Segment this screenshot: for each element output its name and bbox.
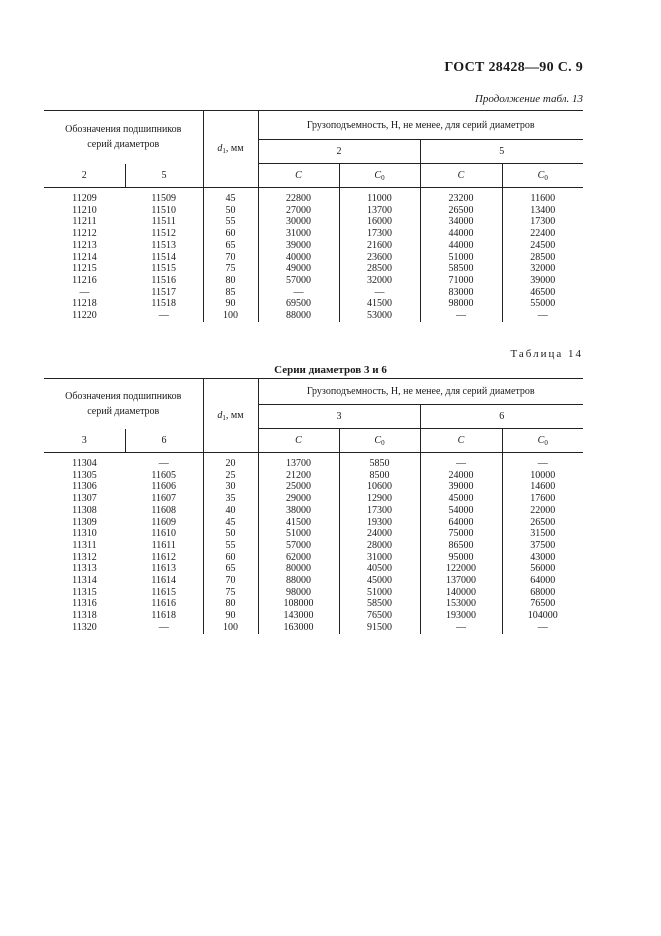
designation-a-cell: 11305 <box>72 469 97 481</box>
c0-b-cell: 39000 <box>502 275 583 287</box>
c-a-cell: 163000 <box>258 622 339 634</box>
d1-cell: 65 <box>203 240 258 252</box>
table-row <box>44 310 583 322</box>
c-b-cell: 51000 <box>420 252 502 264</box>
c-b-cell: 64000 <box>420 517 502 529</box>
d1-cell: 40 <box>203 505 258 517</box>
c0-a-cell: — <box>339 287 420 299</box>
d1-cell: 75 <box>203 587 258 599</box>
c-a-cell: 27000 <box>258 205 339 217</box>
c0-a-cell: 58500 <box>339 598 420 610</box>
c0-a-cell: 91500 <box>339 622 420 634</box>
c-a-cell: 57000 <box>258 540 339 552</box>
col-header-a: 2 <box>44 164 125 188</box>
c-a-cell: 51000 <box>258 528 339 540</box>
d1-cell: 35 <box>203 493 258 505</box>
c0-b-cell: 28500 <box>502 252 583 264</box>
d1-cell: 25 <box>203 470 258 482</box>
table-row <box>44 240 583 252</box>
c-a-cell: 88000 <box>258 575 339 587</box>
designation-b-cell: 11513 <box>151 239 177 251</box>
c-a-cell: 88000 <box>258 310 339 322</box>
c-a-cell: 108000 <box>258 598 339 610</box>
c0-b-cell: 13400 <box>502 205 583 217</box>
c0-a-cell: 13700 <box>339 205 420 217</box>
c-b-cell: — <box>420 622 502 634</box>
c-b-cell: 45000 <box>420 493 502 505</box>
c0-b-cell: 10000 <box>502 470 583 482</box>
c-b-cell: 137000 <box>420 575 502 587</box>
d1-cell: 55 <box>203 540 258 552</box>
c0-b-cell: 26500 <box>502 517 583 529</box>
d1-subscript: 1 <box>222 147 226 155</box>
d1-unit: , мм <box>225 409 244 421</box>
designation-a-cell: 11311 <box>72 539 97 551</box>
c0-a-cell: 5850 <box>339 453 420 470</box>
table-row <box>44 252 583 264</box>
c-a-cell: 49000 <box>258 263 339 275</box>
c-a-cell: 39000 <box>258 240 339 252</box>
c0-b-cell: 11600 <box>502 188 583 205</box>
table-row <box>44 505 583 517</box>
c0-label: C <box>374 434 382 446</box>
d1-cell: 60 <box>203 552 258 564</box>
c-a-cell: 69500 <box>258 298 339 310</box>
c0-a-cell: 17300 <box>339 505 420 517</box>
table-row <box>44 540 583 552</box>
designation-b-cell: 11613 <box>151 563 177 575</box>
c0-b-cell: 68000 <box>502 587 583 599</box>
page-header: ГОСТ 28428—90 С. 9 <box>444 60 583 75</box>
table-row <box>44 275 583 287</box>
d1-cell: 30 <box>203 481 258 493</box>
table-row <box>44 563 583 575</box>
c0-b-cell: — <box>502 453 583 470</box>
designation-b-cell: — <box>158 621 169 633</box>
designation-b-cell: 11510 <box>151 204 177 216</box>
designation-a-cell: 11318 <box>72 610 97 622</box>
designation-a-cell: 11210 <box>72 204 97 216</box>
designation-b-cell: 11612 <box>151 551 177 563</box>
c-a-cell: 80000 <box>258 563 339 575</box>
designation-a-cell: 11310 <box>72 528 97 540</box>
d1-cell: 70 <box>203 252 258 264</box>
c0-a-cell: 24000 <box>339 528 420 540</box>
designation-a-cell: 11306 <box>72 481 97 493</box>
col-header-b: 5 <box>125 164 203 188</box>
c0-a-cell: 19300 <box>339 517 420 529</box>
table-14-title: Серии диаметров 3 и 6 <box>274 364 387 376</box>
c-b-cell: 83000 <box>420 287 502 299</box>
designation-b-cell: 11511 <box>151 216 176 228</box>
c-label: C <box>457 170 465 181</box>
designation-a-cell: 11304 <box>72 458 97 469</box>
table-row <box>44 587 583 599</box>
c0-b-cell: 22000 <box>502 505 583 517</box>
c-a-cell: — <box>258 287 339 299</box>
c-a-cell: 143000 <box>258 610 339 622</box>
c-a-cell: 30000 <box>258 216 339 228</box>
c0-header-a <box>339 164 420 188</box>
c0-a-cell: 10600 <box>339 481 420 493</box>
c0-b-cell: 31500 <box>502 528 583 540</box>
col-header-b: 6 <box>125 429 203 453</box>
designation-b-cell: 11518 <box>151 298 177 310</box>
table-row <box>44 622 583 634</box>
designation-b-cell: 11517 <box>151 286 177 298</box>
series-header-b: 6 <box>420 405 583 429</box>
designation-a-cell: 11209 <box>72 193 97 204</box>
d1-cell: 80 <box>203 598 258 610</box>
table-row <box>44 205 583 217</box>
designation-b-cell: 11515 <box>151 263 177 275</box>
continuation-caption: Продолжение табл. 13 <box>474 93 583 105</box>
c0-a-cell: 41500 <box>339 298 420 310</box>
designation-b-cell: 11615 <box>151 586 177 598</box>
designation-a-cell: 11316 <box>72 598 97 610</box>
designation-a-cell: 11314 <box>72 575 97 587</box>
c0-b-cell: 37500 <box>502 540 583 552</box>
d1-header <box>203 379 258 453</box>
d1-cell: 45 <box>203 517 258 529</box>
d1-cell: 90 <box>203 610 258 622</box>
designation-a-cell: 11307 <box>72 493 97 505</box>
designation-a-cell: 11308 <box>72 504 97 516</box>
c-a-cell: 62000 <box>258 552 339 564</box>
c-b-cell: — <box>420 453 502 470</box>
designation-header-line1: Обозначения подшипников <box>65 390 182 402</box>
designation-a-cell: 11313 <box>72 563 97 575</box>
table-14-caption: Таблица 14 <box>510 348 583 360</box>
d1-cell: 45 <box>203 188 258 205</box>
table-row <box>44 263 583 275</box>
table-row <box>44 188 583 205</box>
c-header-a <box>258 429 339 453</box>
designation-b-cell: 11512 <box>151 228 177 240</box>
col-header-a: 3 <box>44 429 125 453</box>
table-row <box>44 470 583 482</box>
table-row <box>44 493 583 505</box>
table-row <box>44 298 583 310</box>
c0-a-cell: 12900 <box>339 493 420 505</box>
table-row <box>44 481 583 493</box>
table-row <box>44 228 583 240</box>
d1-cell: 70 <box>203 575 258 587</box>
designation-a-cell: 11309 <box>72 516 97 528</box>
c-b-cell: 193000 <box>420 610 502 622</box>
c0-b-cell: 55000 <box>502 298 583 310</box>
c-b-cell: — <box>420 310 502 322</box>
c0-a-cell: 32000 <box>339 275 420 287</box>
d1-cell: 100 <box>203 310 258 322</box>
d1-cell: 90 <box>203 298 258 310</box>
designation-a-cell: 11212 <box>72 228 97 240</box>
c0-b-cell: 104000 <box>502 610 583 622</box>
designation-a-cell: 11213 <box>72 239 97 251</box>
c0-a-cell: 40500 <box>339 563 420 575</box>
table-row <box>44 610 583 622</box>
c-label: C <box>295 435 302 446</box>
c-b-cell: 122000 <box>420 563 502 575</box>
c0-a-cell: 53000 <box>339 310 420 322</box>
designation-b-cell: 11611 <box>151 539 176 551</box>
designation-b-cell: 11607 <box>151 493 177 505</box>
c-b-cell: 86500 <box>420 540 502 552</box>
table-13-body <box>44 188 583 322</box>
c-a-cell: 31000 <box>258 228 339 240</box>
c-b-cell: 44000 <box>420 228 502 240</box>
c-a-cell: 38000 <box>258 505 339 517</box>
c-b-cell: 54000 <box>420 505 502 517</box>
table-row <box>44 528 583 540</box>
designation-b-cell: 11616 <box>151 598 177 610</box>
c-header-a <box>258 164 339 188</box>
c0-b-cell: 32000 <box>502 263 583 275</box>
c-b-cell: 95000 <box>420 552 502 564</box>
designation-a-cell: 11315 <box>72 586 97 598</box>
c-header-b <box>420 164 502 188</box>
table-row <box>44 453 583 470</box>
c0-b-cell: — <box>502 310 583 322</box>
c0-a-cell: 76500 <box>339 610 420 622</box>
c-b-cell: 44000 <box>420 240 502 252</box>
designation-b-cell: 11514 <box>151 251 177 263</box>
c-a-cell: 40000 <box>258 252 339 264</box>
table-13 <box>44 110 583 322</box>
designation-a-cell: 11215 <box>72 263 97 275</box>
series-header-a: 2 <box>258 140 420 164</box>
load-capacity-header: Грузоподъемность, Н, не менее, для серий диаметров <box>258 379 583 405</box>
designation-a-cell: 11320 <box>72 621 97 633</box>
c-label: C <box>457 435 465 446</box>
c0-a-cell: 8500 <box>339 470 420 482</box>
table-row <box>44 517 583 529</box>
c0-a-cell: 28500 <box>339 263 420 275</box>
c-b-cell: 153000 <box>420 598 502 610</box>
c0-a-cell: 21600 <box>339 240 420 252</box>
c0-label: C <box>374 169 382 181</box>
c-a-cell: 41500 <box>258 517 339 529</box>
designation-b-cell: 11618 <box>151 610 177 622</box>
c0-header-b <box>502 429 583 453</box>
c-b-cell: 23200 <box>420 188 502 205</box>
designation-a-cell: 11216 <box>72 274 97 286</box>
c0-b-cell: 46500 <box>502 287 583 299</box>
c0-a-cell: 11000 <box>339 188 420 205</box>
designation-b-cell: 11606 <box>151 481 177 493</box>
d1-symbol: d <box>217 143 223 154</box>
designation-b-cell: 11516 <box>151 274 177 286</box>
c0-subscript: 0 <box>381 438 385 447</box>
d1-subscript: 1 <box>222 413 226 422</box>
d1-header <box>203 111 258 188</box>
designation-header-line2: серий диаметров <box>87 405 160 417</box>
c0-a-cell: 51000 <box>339 587 420 599</box>
designation-a-cell: 11312 <box>72 551 97 563</box>
c0-a-cell: 45000 <box>339 575 420 587</box>
c0-header-b <box>502 164 583 188</box>
designation-header <box>44 111 203 164</box>
c-b-cell: 140000 <box>420 587 502 599</box>
table-14-body <box>44 453 583 634</box>
designation-b-cell: 11614 <box>151 575 177 587</box>
series-header-a: 3 <box>258 405 420 429</box>
c0-a-cell: 17300 <box>339 228 420 240</box>
d1-cell: 75 <box>203 263 258 275</box>
designation-b-cell: — <box>158 310 169 322</box>
d1-cell: 65 <box>203 563 258 575</box>
c-b-cell: 58500 <box>420 263 502 275</box>
c0-b-cell: 17600 <box>502 493 583 505</box>
c0-label: C <box>537 169 545 181</box>
c0-a-cell: 28000 <box>339 540 420 552</box>
designation-header-line2: серий диаметров <box>87 139 160 151</box>
designation-b-cell: 11605 <box>151 469 177 481</box>
c0-a-cell: 31000 <box>339 552 420 564</box>
c0-b-cell: 76500 <box>502 598 583 610</box>
c-a-cell: 22800 <box>258 188 339 205</box>
designation-b-cell: 11609 <box>151 516 177 528</box>
c0-b-cell: — <box>502 622 583 634</box>
c-label: C <box>295 170 302 181</box>
table-row <box>44 552 583 564</box>
table-row <box>44 287 583 299</box>
table-row <box>44 575 583 587</box>
c-b-cell: 71000 <box>420 275 502 287</box>
designation-a-cell: 11220 <box>72 310 97 322</box>
d1-symbol: d <box>217 409 223 421</box>
d1-cell: 85 <box>203 287 258 299</box>
c-a-cell: 25000 <box>258 481 339 493</box>
c-b-cell: 26500 <box>420 205 502 217</box>
c-a-cell: 21200 <box>258 470 339 482</box>
load-capacity-header: Грузоподъемность, Н, не менее, для серий диаметров <box>258 111 583 140</box>
designation-a-cell: 11214 <box>72 251 97 263</box>
c0-b-cell: 22400 <box>502 228 583 240</box>
c-b-cell: 75000 <box>420 528 502 540</box>
d1-unit: , мм <box>225 143 244 154</box>
designation-header <box>44 379 203 429</box>
c0-a-cell: 23600 <box>339 252 420 264</box>
c-b-cell: 39000 <box>420 481 502 493</box>
d1-cell: 55 <box>203 216 258 228</box>
c0-subscript: 0 <box>544 438 548 447</box>
c0-b-cell: 56000 <box>502 563 583 575</box>
c0-b-cell: 43000 <box>502 552 583 564</box>
designation-a-cell: 11211 <box>72 216 97 228</box>
c0-b-cell: 24500 <box>502 240 583 252</box>
c0-label: C <box>537 434 545 446</box>
d1-cell: 50 <box>203 528 258 540</box>
table-row <box>44 598 583 610</box>
c-a-cell: 29000 <box>258 493 339 505</box>
c-header-b <box>420 429 502 453</box>
c0-b-cell: 14600 <box>502 481 583 493</box>
c0-header-a <box>339 429 420 453</box>
c-a-cell: 57000 <box>258 275 339 287</box>
d1-cell: 50 <box>203 205 258 217</box>
c-b-cell: 34000 <box>420 216 502 228</box>
series-header-b: 5 <box>420 140 583 164</box>
d1-cell: 20 <box>203 453 258 470</box>
d1-cell: 80 <box>203 275 258 287</box>
c-b-cell: 98000 <box>420 298 502 310</box>
c0-b-cell: 17300 <box>502 216 583 228</box>
d1-cell: 60 <box>203 228 258 240</box>
designation-a-cell: — <box>79 286 90 298</box>
designation-a-cell: 11218 <box>72 298 97 310</box>
designation-b-cell: 11608 <box>151 504 177 516</box>
c0-subscript: 0 <box>544 173 548 182</box>
table-14 <box>44 378 583 634</box>
table-row <box>44 216 583 228</box>
c-a-cell: 98000 <box>258 587 339 599</box>
designation-b-cell: — <box>158 458 169 469</box>
d1-cell: 100 <box>203 622 258 634</box>
c-b-cell: 24000 <box>420 470 502 482</box>
c0-subscript: 0 <box>381 173 385 182</box>
c-a-cell: 13700 <box>258 453 339 470</box>
c0-b-cell: 64000 <box>502 575 583 587</box>
c0-a-cell: 16000 <box>339 216 420 228</box>
designation-b-cell: 11610 <box>151 528 177 540</box>
designation-header-line1: Обозначения подшипников <box>65 124 182 136</box>
designation-b-cell: 11509 <box>151 193 177 204</box>
